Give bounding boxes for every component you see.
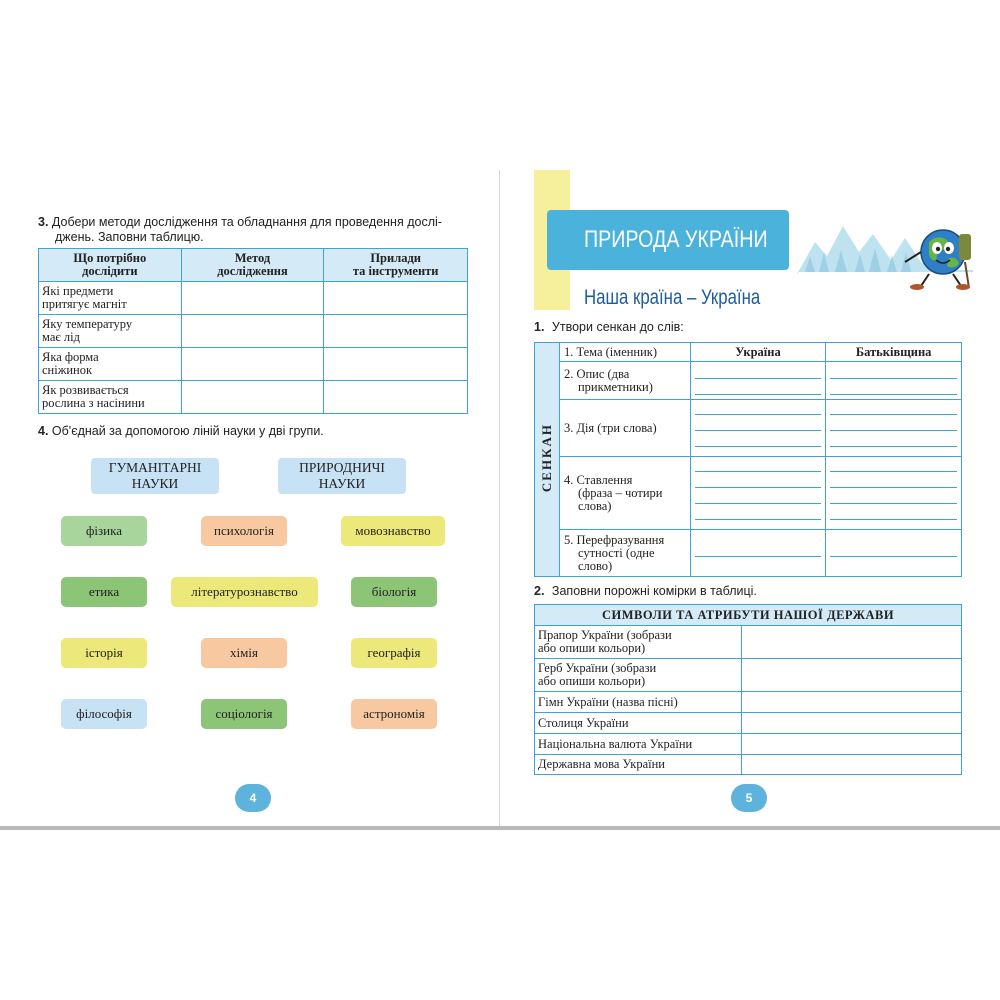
answer-lines[interactable] <box>826 457 962 530</box>
answer-cell[interactable] <box>324 381 468 414</box>
science-chip[interactable]: мовознавство <box>341 516 445 546</box>
row-label: Прапор України (зобрази або опиши кольори) <box>535 626 742 659</box>
cinquain-row-topic: 1. Тема (іменник) <box>559 343 690 362</box>
page-number-left: 4 <box>235 784 271 812</box>
answer-lines[interactable] <box>826 530 962 577</box>
table-row <box>535 713 962 734</box>
table-row <box>535 626 962 659</box>
state-symbols-table <box>534 604 962 775</box>
answer-cell[interactable] <box>741 692 961 713</box>
col-header-what: Що потрібно дослідити <box>39 249 182 282</box>
answer-cell[interactable] <box>741 734 961 755</box>
section-subtitle: Наша країна – Україна <box>584 286 761 309</box>
col-header-motherland: Батьківщина <box>826 343 962 362</box>
answer-cell[interactable] <box>741 626 961 659</box>
col-header-ukraine: Україна <box>690 343 826 362</box>
table-row <box>535 734 962 755</box>
state-symbols-header: СИМВОЛИ ТА АТРИБУТИ НАШОЇ ДЕРЖАВИ <box>535 605 962 626</box>
task4-instruction <box>38 424 324 439</box>
task2-number: 2. <box>534 584 545 598</box>
page-title: ПРИРОДА УКРАЇНИ <box>584 226 768 253</box>
task2-text: Заповни порожні комірки в таблиці. <box>551 584 757 598</box>
science-chip[interactable]: психологія <box>201 516 287 546</box>
answer-lines[interactable] <box>690 457 826 530</box>
task1-text: Утвори сенкан до слів: <box>551 320 684 334</box>
row-label: Державна мова України <box>535 755 742 775</box>
table-row <box>535 530 962 577</box>
cinquain-row-label: 3. Дія (три слова) <box>559 400 690 457</box>
row-label: Національна валюта України <box>535 734 742 755</box>
table-row <box>39 381 468 414</box>
answer-lines[interactable] <box>690 400 826 457</box>
cinquain-row-label: 4. Ставлення (фраза – чотири слова) <box>559 457 690 530</box>
row-label: Як розвивається рослина з насінини <box>39 381 182 414</box>
answer-cell[interactable] <box>181 282 324 315</box>
task4-text: Об'єднай за допомогою ліній науки у дві групи. <box>51 424 324 438</box>
science-chip[interactable]: філософія <box>61 699 147 729</box>
task4-number: 4. <box>38 424 49 438</box>
row-label: Герб України (зобрази або опиши кольори) <box>535 659 742 692</box>
table-row <box>39 315 468 348</box>
answer-lines[interactable] <box>826 400 962 457</box>
cinquain-side-label: СЕНКАН <box>535 343 560 577</box>
science-chip[interactable]: соціологія <box>201 699 287 729</box>
cinquain-row-label: 2. Опис (два прикметники) <box>559 362 690 400</box>
science-chip[interactable]: біологія <box>351 577 437 607</box>
table-row <box>39 348 468 381</box>
answer-lines[interactable] <box>826 362 962 400</box>
task3-text-line1: Добери методи дослідження та обладнання для проведення дослі- <box>51 215 442 229</box>
col-header-tools: Прилади та інструменти <box>324 249 468 282</box>
table-row <box>39 282 468 315</box>
answer-cell[interactable] <box>324 315 468 348</box>
task3-number: 3. <box>38 215 49 229</box>
cinquain-row-label: 5. Перефразування сутності (одне слово) <box>559 530 690 577</box>
task1-number: 1. <box>534 320 545 334</box>
answer-cell[interactable] <box>324 348 468 381</box>
task1-instruction <box>534 320 684 335</box>
answer-lines[interactable] <box>690 530 826 577</box>
spread-bottom-edge <box>0 826 1000 830</box>
col-header-method: Метод дослідження <box>181 249 324 282</box>
row-label: Гімн України (назва пісні) <box>535 692 742 713</box>
table-row <box>535 755 962 775</box>
task2-instruction <box>534 584 757 599</box>
table-row <box>535 692 962 713</box>
group-natural-sciences[interactable]: ПРИРОДНИЧІ НАУКИ <box>278 458 406 494</box>
answer-lines[interactable] <box>690 362 826 400</box>
science-chip[interactable]: астрономія <box>351 699 437 729</box>
row-label: Яку температуру має лід <box>39 315 182 348</box>
answer-cell[interactable] <box>181 348 324 381</box>
science-chip[interactable]: літературознавство <box>171 577 318 607</box>
table-row <box>535 659 962 692</box>
row-label: Яка форма сніжинок <box>39 348 182 381</box>
answer-cell[interactable] <box>324 282 468 315</box>
answer-cell[interactable] <box>741 755 961 775</box>
table-row <box>535 362 962 400</box>
row-label: Столиця України <box>535 713 742 734</box>
mountain-forest-illustration <box>797 212 973 292</box>
table-row <box>535 457 962 530</box>
science-chip[interactable]: хімія <box>201 638 287 668</box>
cinquain-table <box>534 342 962 577</box>
answer-cell[interactable] <box>181 315 324 348</box>
science-chip[interactable]: фізика <box>61 516 147 546</box>
answer-cell[interactable] <box>181 381 324 414</box>
book-spine <box>499 170 500 826</box>
table-row <box>535 400 962 457</box>
science-chip[interactable]: етика <box>61 577 147 607</box>
answer-cell[interactable] <box>741 713 961 734</box>
answer-cell[interactable] <box>741 659 961 692</box>
science-chip[interactable]: історія <box>61 638 147 668</box>
research-methods-table <box>38 248 468 414</box>
group-humanities[interactable]: ГУМАНІТАРНІ НАУКИ <box>91 458 219 494</box>
science-chip[interactable]: географія <box>351 638 437 668</box>
page-number-right: 5 <box>731 784 767 812</box>
row-label: Які предмети притягує магніт <box>39 282 182 315</box>
task3-text-line2: джень. Заповни таблицю. <box>55 230 204 244</box>
task3-instruction <box>38 215 468 245</box>
